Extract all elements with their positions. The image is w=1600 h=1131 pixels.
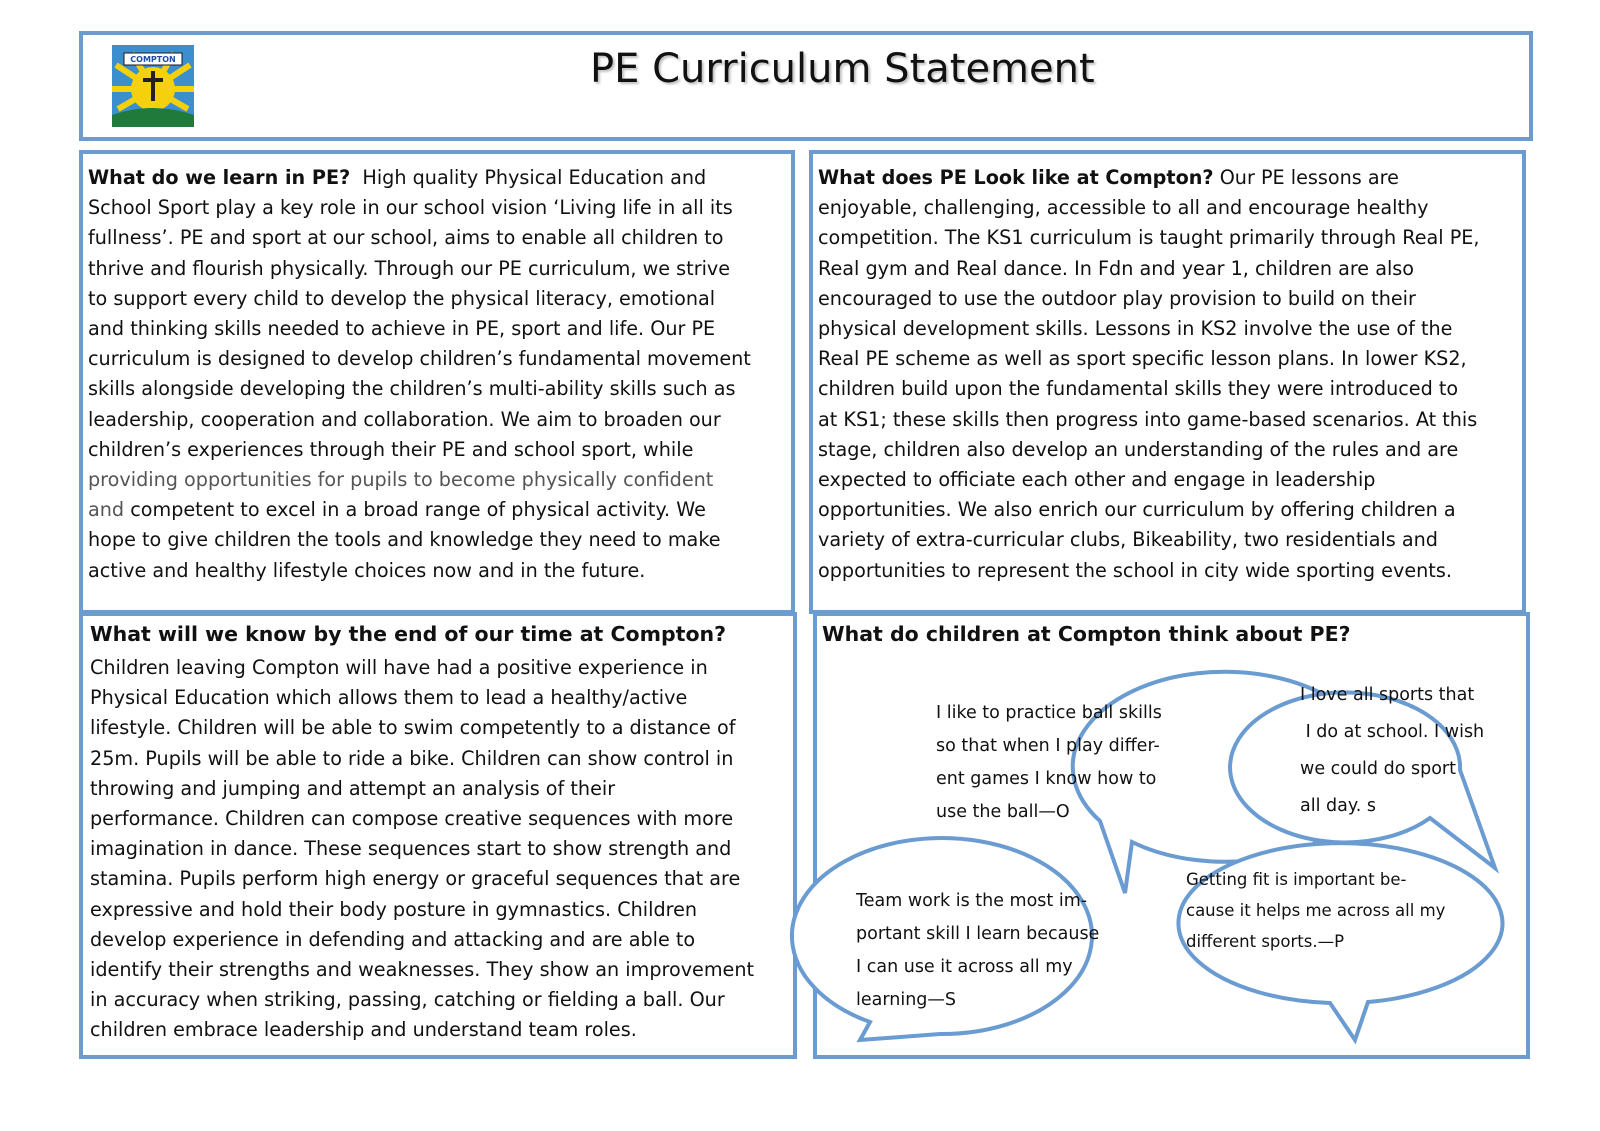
- looks-text: What does PE Look like at Compton? Our PE lessons are enjoyable, challenging, accessible to all and encourage healthy competition. The KS1 curriculum is taught primarily through Real PE, Real gym and Real dance. In Fdn and year 1, children are also encouraged to use the outdoor play provision to build on their physical development skills. Lessons in KS2 involve the use of the Real PE scheme as well as sport specific lesson plans. In lower KS2, children build upon the fundamental skills they were introduced to at KS1; these skills then progress into game-based scenarios. At this stage, children also develop an understanding of the rules and are expected to officiate each other and engage in leadership opportunities. We also enrich our curriculum by offering children a variety of extra-curricular clubs, Bikeability, two residentials and opportunities to represent the school in city wide sporting events.: [818, 166, 1480, 582]
- learn-text: What do we learn in PE? High quality Physical Education and School Sport play a key role in our school vision ‘Living life in all its fullness’. PE and sport at our school, aims to enable all children to thrive and flourish physically. Through our PE curriculum, we strive to support every child to develop the physical literacy, emotional and thinking skills needed to achieve in PE, sport and life. Our PE curriculum is designed to develop children’s fundamental movement skills alongside developing the children’s multi-ability skills such as leadership, cooperation and collaboration. We aim to broaden our children’s experiences through their PE and school sport, while providing opportunities for pupils to become physically confident and competent to excel in a broad range of physical activity. We hope to give children the tools and knowledge they need to make active and healthy lifestyle choices now and in the future.: [88, 166, 751, 582]
- bubble-4-text: Getting fit is important be- cause it helps me across all my different sports.—P: [1186, 870, 1446, 951]
- looks-heading: What does PE Look like at Compton?: [818, 166, 1214, 189]
- learn-heading: What do we learn in PE?: [88, 166, 351, 189]
- know-heading: What will we know by the end of our time at Compton?: [90, 622, 727, 646]
- bubble-2-text: I love all sports that I do at school. I wish we could do sport all day. s: [1300, 685, 1485, 816]
- logo-text: COMPTON: [130, 55, 176, 64]
- think-heading: What do children at Compton think about PE?: [822, 622, 1351, 646]
- know-text: Children leaving Compton will have had a positive experience in Physical Education which allows them to lead a healthy/active lifestyle. Children will be able to swim competently to a distance of 25m. Pupils will be able to ride a bike. Children can show control in throwing and jumping and attempt an analysis of their performance. Children can compose creative sequences with more imagination in dance. These sequences start to show strength and stamina. Pupils perform high energy or graceful sequences that are expressive and hold their body posture in gymnastics. Children develop experience in defending and attacking and are able to identify their strengths and weaknesses. They show an improvement in accuracy when striking, passing, catching or fielding a ball. Our children embrace leadership and understand team roles.: [90, 656, 755, 1042]
- bubble-1-text: I like to practice ball skills so that when I play differ- ent games I know how to use the ball—O: [936, 703, 1162, 822]
- bubble-3-text: Team work is the most im- portant skill I learn because I can use it across all my learning—S: [856, 891, 1100, 1010]
- page-title: PE Curriculum Statement: [590, 46, 1095, 92]
